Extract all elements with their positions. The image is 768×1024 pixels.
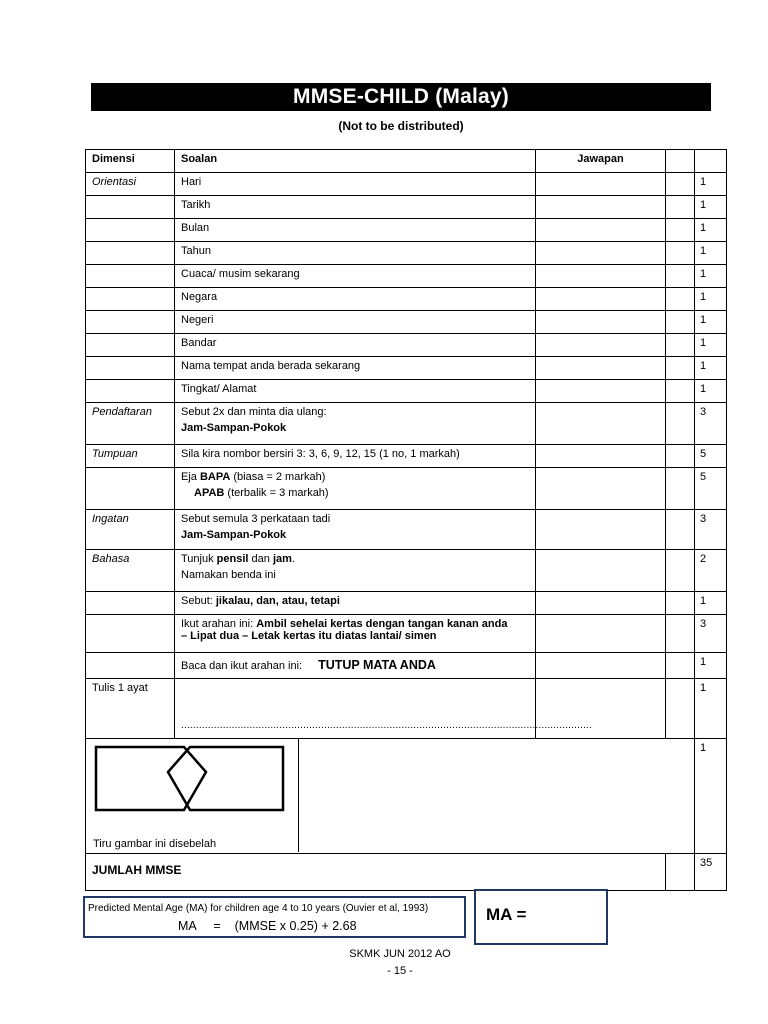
max-mark: 2 [695, 550, 727, 592]
table-row [86, 468, 727, 510]
score-cell[interactable] [666, 615, 695, 653]
max-mark: 5 [695, 445, 727, 468]
dimension-empty [86, 288, 175, 311]
mmse-table [85, 149, 727, 891]
question-line [181, 487, 529, 499]
max-mark: 3 [695, 403, 727, 445]
max-mark: 5 [695, 468, 727, 510]
table-row [86, 403, 727, 445]
ma-formula-equation: MA = (MMSE x 0.25) + 2.68 [178, 919, 357, 933]
ma-formula-note: Predicted Mental Age (MA) for children age 4 to 10 years (Ouvier et al, 1993) [88, 903, 429, 914]
table-row [86, 219, 727, 242]
total-max-mark: 35 [695, 854, 727, 891]
dimension-empty [86, 615, 175, 653]
score-cell[interactable] [666, 550, 695, 592]
table-row [86, 380, 727, 403]
question-text [175, 592, 536, 615]
footer-code: SKMK JUN 2012 AO [349, 948, 451, 960]
dimension-empty [86, 592, 175, 615]
dimension-recall: Ingatan [86, 510, 175, 550]
question-text: Hari [175, 173, 536, 196]
dimension-empty [86, 311, 175, 334]
header-answer: Jawapan [536, 150, 666, 173]
question-line [181, 471, 529, 483]
question-line [181, 553, 529, 565]
close-eyes-text: TUTUP MATA ANDA [318, 658, 436, 672]
table-row [86, 679, 727, 739]
score-cell[interactable] [666, 242, 695, 265]
answer-cell[interactable] [536, 265, 666, 288]
table-row [86, 615, 727, 653]
dimension-empty [86, 219, 175, 242]
score-cell[interactable] [666, 510, 695, 550]
figure-panel [86, 739, 299, 852]
table-row [86, 288, 727, 311]
max-mark: 1 [695, 592, 727, 615]
answer-cell[interactable] [536, 615, 666, 653]
instruction-text: – Lipat dua – Letak kertas itu diatas lantai/ simen [181, 630, 437, 642]
max-mark: 1 [695, 334, 727, 357]
write-sentence-area[interactable] [175, 679, 593, 739]
max-mark: 1 [695, 242, 727, 265]
repeat-words: jikalau, dan, atau, tetapi [215, 595, 340, 607]
score-cell[interactable] [666, 334, 695, 357]
max-mark: 1 [695, 357, 727, 380]
score-cell[interactable] [666, 357, 695, 380]
score-cell[interactable] [666, 219, 695, 242]
dimension-empty [86, 468, 175, 510]
text-run: Baca dan ikut arahan ini: [181, 660, 303, 672]
max-mark: 1 [695, 288, 727, 311]
question-line: Sebut semula 3 perkataan tadi [181, 513, 331, 525]
word-bapa: BAPA [199, 471, 231, 483]
score-cell[interactable] [666, 592, 695, 615]
max-mark: 1 [695, 173, 727, 196]
copy-drawing-cell [86, 739, 695, 854]
score-cell[interactable] [666, 653, 695, 679]
dimension-empty [86, 196, 175, 219]
text-run: Tunjuk [181, 553, 217, 565]
question-words: Jam-Sampan-Pokok [181, 422, 287, 434]
question-text: Nama tempat anda berada sekarang [175, 357, 536, 380]
word-apab: APAB [194, 487, 225, 499]
table-row [86, 592, 727, 615]
instruction-text: Ambil sehelai kertas dengan tangan kanan anda [256, 618, 508, 630]
max-mark: 1 [695, 380, 727, 403]
text-run: Eja [181, 471, 200, 483]
form-subtitle: (Not to be distributed) [338, 119, 464, 133]
text-run: dan [248, 553, 273, 565]
text-run: (biasa = 2 markah) [230, 471, 326, 483]
word-clock: jam [272, 553, 292, 565]
header-question: Soalan [175, 150, 536, 173]
score-cell[interactable] [666, 679, 695, 739]
text-run: Ikut arahan ini: [181, 618, 257, 630]
dimension-attention: Tumpuan [86, 445, 175, 468]
question-line: Sebut 2x dan minta dia ulang: [181, 406, 327, 418]
text-run: (terbalik = 3 markah) [224, 487, 329, 499]
table-header-row [86, 150, 727, 173]
question-line: Namakan benda ini [181, 569, 276, 581]
dimension-empty [86, 242, 175, 265]
max-mark: 1 [695, 265, 727, 288]
answer-cell[interactable] [536, 510, 666, 550]
header-dimension: Dimensi [86, 150, 175, 173]
max-mark: 1 [695, 311, 727, 334]
question-text: Negeri [175, 311, 536, 334]
answer-cell[interactable] [536, 357, 666, 380]
answer-cell[interactable] [536, 380, 666, 403]
dimension-language: Bahasa [86, 550, 175, 592]
question-text: Sila kira nombor bersiri 3: 3, 6, 9, 12, 15 (1 no, 1 markah) [175, 445, 536, 468]
answer-cell[interactable] [536, 196, 666, 219]
table-row [86, 196, 727, 219]
total-label: JUMLAH MMSE [86, 854, 666, 891]
question-text: Negara [175, 288, 536, 311]
max-mark: 1 [695, 679, 727, 739]
dimension-empty [86, 357, 175, 380]
score-cell[interactable] [666, 265, 695, 288]
answer-cell[interactable] [536, 550, 666, 592]
question-words: Jam-Sampan-Pokok [181, 529, 287, 541]
score-cell[interactable] [666, 288, 695, 311]
text-run: . [291, 553, 295, 565]
max-mark: 1 [695, 196, 727, 219]
text-run: Sebut: [181, 595, 216, 607]
score-cell[interactable] [666, 468, 695, 510]
question-text [175, 550, 536, 592]
question-text: Cuaca/ musim sekarang [175, 265, 536, 288]
table-row [86, 334, 727, 357]
answer-cell[interactable] [536, 445, 666, 468]
dimension-empty [86, 265, 175, 288]
question-text [175, 403, 536, 445]
question-text [175, 615, 536, 653]
score-cell[interactable] [666, 445, 695, 468]
max-mark: 3 [695, 615, 727, 653]
dotted-line: .......................................................................................................................................... [181, 720, 593, 731]
score-cell[interactable] [666, 196, 695, 219]
max-mark: 1 [695, 219, 727, 242]
score-cell[interactable] [666, 311, 695, 334]
copy-caption: Tiru gambar ini disebelah [93, 838, 217, 850]
score-cell[interactable] [666, 403, 695, 445]
table-row [86, 311, 727, 334]
answer-cell[interactable] [536, 403, 666, 445]
score-cell[interactable] [666, 173, 695, 196]
table-row [86, 265, 727, 288]
dimension-registration: Pendaftaran [86, 403, 175, 445]
question-text: Tahun [175, 242, 536, 265]
page-number: - 15 - [387, 965, 413, 977]
max-mark: 1 [695, 653, 727, 679]
table-row [86, 242, 727, 265]
question-text [175, 468, 536, 510]
question-text: Tingkat/ Alamat [175, 380, 536, 403]
question-text: Bulan [175, 219, 536, 242]
max-mark: 3 [695, 510, 727, 550]
answer-cell[interactable] [536, 219, 666, 242]
word-pencil: pensil [216, 553, 249, 565]
question-text [175, 510, 536, 550]
answer-cell[interactable] [536, 242, 666, 265]
table-row [86, 739, 727, 854]
question-text: Tarikh [175, 196, 536, 219]
question-text [175, 653, 536, 679]
dimension-empty [86, 380, 175, 403]
answer-cell[interactable] [536, 334, 666, 357]
answer-cell[interactable] [536, 311, 666, 334]
header-empty [666, 150, 695, 173]
answer-cell[interactable] [536, 288, 666, 311]
table-row [86, 550, 727, 592]
ma-result-label: MA = [486, 905, 527, 924]
answer-cell[interactable] [536, 173, 666, 196]
table-row [86, 445, 727, 468]
table-row [86, 173, 727, 196]
total-score-cell[interactable] [666, 854, 695, 891]
max-mark: 1 [695, 739, 727, 854]
dimension-empty [86, 334, 175, 357]
answer-cell[interactable] [536, 653, 666, 679]
table-row [86, 653, 727, 679]
dimension-empty [86, 653, 175, 679]
ma-result-box[interactable] [474, 889, 608, 945]
table-row [86, 357, 727, 380]
form-title: MMSE-CHILD (Malay) [91, 83, 711, 111]
question-line [181, 618, 529, 630]
answer-cell[interactable] [536, 592, 666, 615]
dimension-write: Tulis 1 ayat [86, 679, 175, 739]
intersecting-pentagons-figure [86, 739, 298, 829]
question-text: Bandar [175, 334, 536, 357]
total-row [86, 854, 727, 891]
answer-cell[interactable] [536, 468, 666, 510]
ma-formula-box [83, 896, 466, 938]
dimension-orientation: Orientasi [86, 173, 175, 196]
score-cell[interactable] [666, 380, 695, 403]
draw-inner [86, 739, 694, 853]
table-row [86, 510, 727, 550]
header-mark [695, 150, 727, 173]
